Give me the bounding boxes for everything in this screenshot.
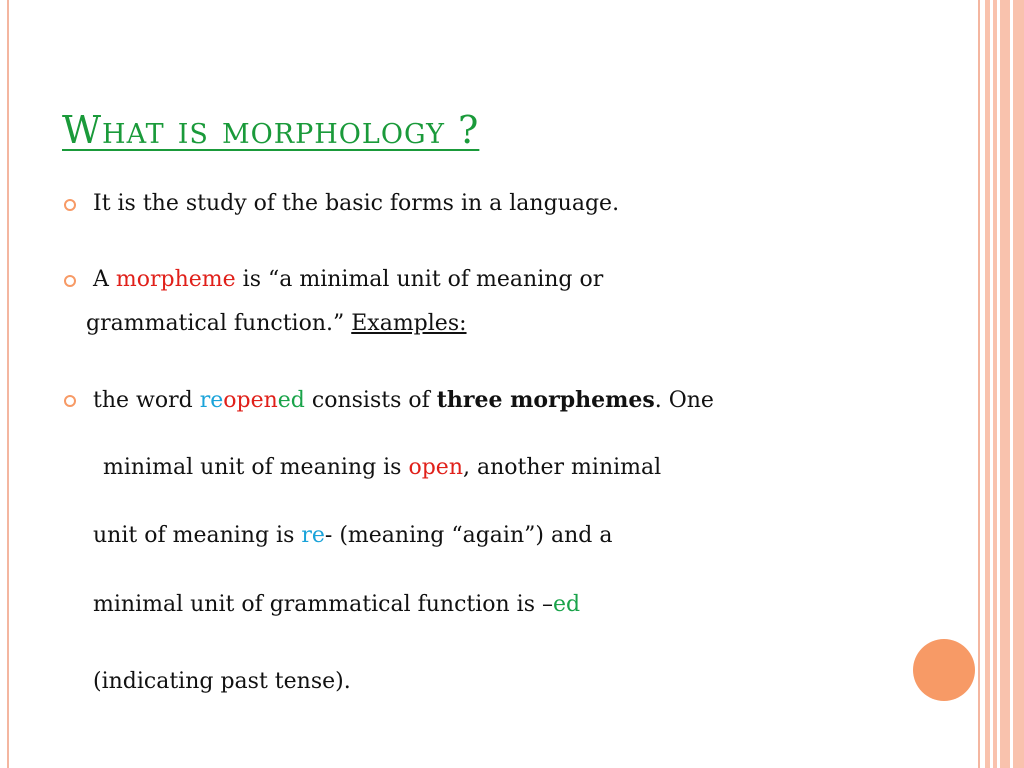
morpheme-ed: ed bbox=[277, 388, 305, 413]
bullet-2-line-2 bbox=[86, 310, 467, 338]
text-fragment: unit of meaning is bbox=[93, 523, 302, 548]
examples-label: Examples: bbox=[351, 311, 467, 336]
text-fragment: . One bbox=[654, 388, 714, 413]
text-fragment: A bbox=[93, 267, 116, 292]
frame-stripe bbox=[1000, 0, 1010, 768]
frame-right-line bbox=[978, 0, 980, 768]
text-fragment: the word bbox=[93, 388, 200, 413]
text-fragment: minimal unit of grammatical function is – bbox=[93, 592, 554, 617]
text-fragment: , another minimal bbox=[463, 455, 662, 480]
bullet-icon bbox=[64, 275, 76, 287]
morpheme-re: re bbox=[199, 388, 224, 413]
text-fragment: minimal unit of meaning is bbox=[103, 455, 409, 480]
orange-circle-decoration bbox=[913, 639, 975, 701]
bullet-icon bbox=[64, 395, 76, 407]
bullet-1-text: It is the study of the basic forms in a language. bbox=[93, 191, 620, 216]
frame-stripe bbox=[985, 0, 990, 768]
bullet-3-line-3 bbox=[93, 522, 612, 550]
bullet-3-line-1 bbox=[93, 386, 714, 415]
text-fragment: consists of bbox=[304, 388, 437, 413]
word-morpheme: morpheme bbox=[115, 267, 236, 292]
morpheme-open: open bbox=[223, 388, 278, 413]
morpheme-re-2: re bbox=[301, 523, 325, 548]
text-fragment: is “a minimal unit of meaning or bbox=[235, 267, 604, 292]
three-morphemes: three morphemes bbox=[436, 387, 655, 413]
slide-title: What is morphology ? bbox=[62, 108, 480, 152]
bullet-3-line-5: (indicating past tense). bbox=[93, 669, 351, 694]
frame-stripe bbox=[993, 0, 997, 768]
text-fragment: - (meaning “again”) and a bbox=[324, 523, 613, 548]
frame-left-line bbox=[7, 0, 9, 768]
bullet-3-line-2 bbox=[103, 454, 661, 482]
morpheme-open-2: open bbox=[408, 455, 463, 480]
frame-stripe bbox=[1013, 0, 1024, 768]
text-fragment: grammatical function.” bbox=[86, 311, 352, 336]
morpheme-ed-2: ed bbox=[553, 592, 581, 617]
bullet-2-line-1 bbox=[93, 266, 603, 294]
bullet-3-line-4 bbox=[93, 591, 580, 619]
bullet-icon bbox=[64, 199, 76, 211]
